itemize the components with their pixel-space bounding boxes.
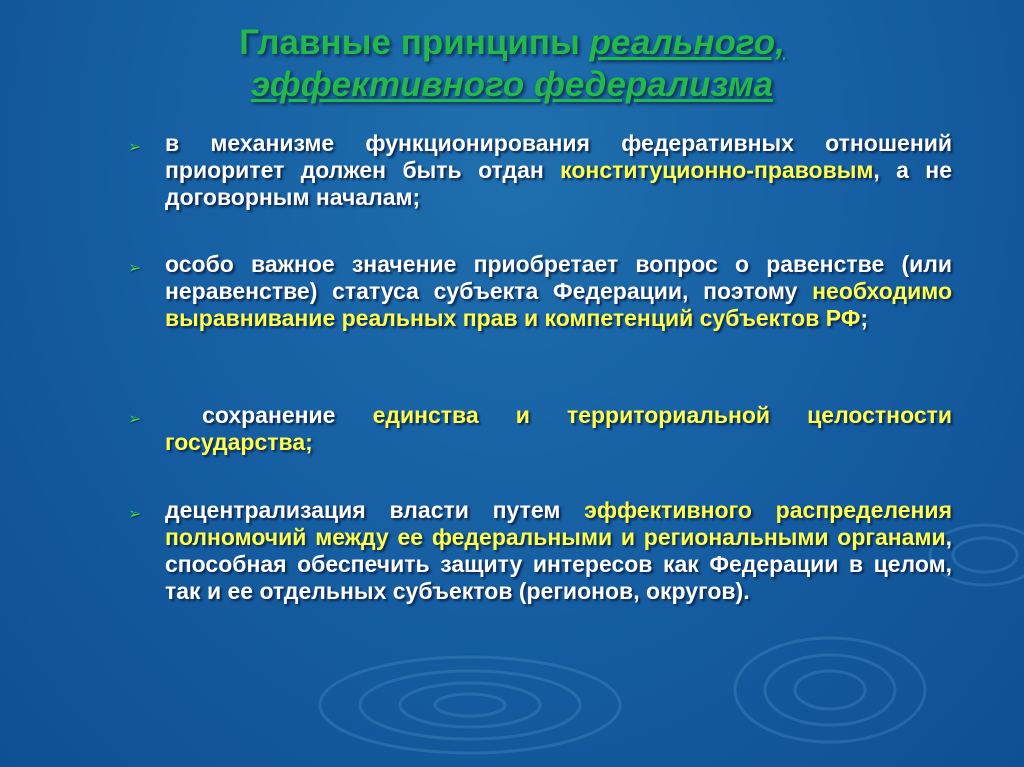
arrow-bullet-icon: ➢: [128, 260, 142, 277]
list-item-text: [165, 497, 952, 605]
arrow-bullet-icon: ➢: [128, 506, 142, 523]
item-highlight: конституционно-правовым: [560, 157, 874, 183]
item-text: в механизме функционирования федеративных отношений приоритет должен быть отдан: [165, 130, 952, 183]
title-part-3: эффективного федерализма: [250, 65, 774, 104]
item-highlight: эффективного распределения полномочий между ее федеральными и региональными органами: [165, 497, 952, 550]
item-text: ;: [860, 305, 869, 331]
item-text: децентрализация власти путем: [165, 497, 585, 523]
arrow-bullet-icon: ➢: [128, 139, 142, 156]
item-text: , а не договорным началам;: [165, 157, 952, 210]
list-item-text: [165, 130, 952, 211]
arrow-bullet-icon: ➢: [128, 411, 142, 428]
item-text: сохранение: [165, 402, 373, 428]
list-item-text: [165, 251, 952, 332]
item-highlight: необходимо выравнивание реальных прав и компетенций субъектов РФ: [165, 278, 952, 331]
item-text: особо важное значение приобретает вопрос о равенстве (или неравенстве) статуса субъекта Федерации, поэтому: [165, 251, 952, 304]
title-part-2: реального,: [589, 23, 785, 62]
item-highlight: единства и территориальной целостности государства;: [165, 402, 953, 455]
list-item-text: [165, 402, 952, 456]
item-text: , способная обеспечить защиту интересов как Федерации в целом, так и ее отдельных субъектов (регионов, округов).: [165, 524, 952, 604]
title-part-1: Главные принципы: [239, 23, 590, 62]
